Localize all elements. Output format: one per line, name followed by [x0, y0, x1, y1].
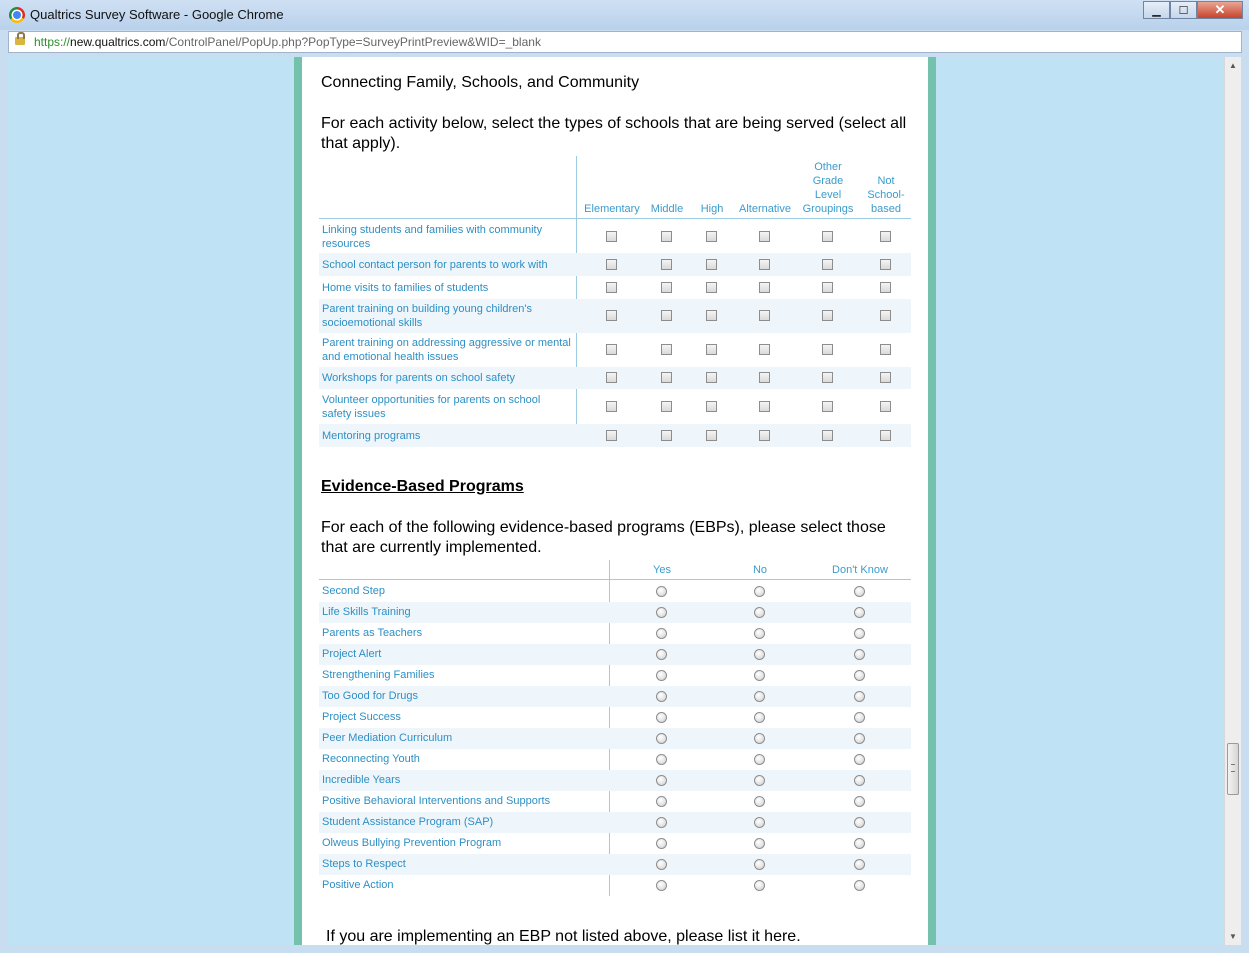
- radio-button[interactable]: [656, 880, 667, 891]
- radio-button[interactable]: [854, 817, 865, 828]
- checkbox[interactable]: [880, 372, 891, 383]
- row-label: Workshops for parents on school safety: [322, 372, 516, 384]
- matrix-row: [319, 728, 911, 749]
- radio-button[interactable]: [854, 880, 865, 891]
- checkbox[interactable]: [880, 231, 891, 242]
- checkbox[interactable]: [880, 430, 891, 441]
- radio-button[interactable]: [656, 796, 667, 807]
- radio-button[interactable]: [656, 670, 667, 681]
- checkbox[interactable]: [661, 401, 672, 412]
- radio-button[interactable]: [854, 712, 865, 723]
- checkbox[interactable]: [880, 310, 891, 321]
- matrix-row: [319, 833, 911, 854]
- radio-button[interactable]: [754, 754, 765, 765]
- row-label: Second Step: [322, 585, 385, 597]
- chrome-icon: [9, 7, 25, 23]
- radio-button[interactable]: [754, 880, 765, 891]
- checkbox[interactable]: [606, 282, 617, 293]
- radio-button[interactable]: [656, 817, 667, 828]
- column-header: High: [700, 203, 724, 215]
- matrix-row: [319, 686, 911, 707]
- checkbox[interactable]: [759, 282, 770, 293]
- checkbox[interactable]: [759, 231, 770, 242]
- maximize-button[interactable]: ☐: [1170, 1, 1197, 19]
- scroll-up-icon[interactable]: ▲: [1229, 61, 1237, 70]
- checkbox[interactable]: [822, 344, 833, 355]
- row-label: Too Good for Drugs: [322, 690, 418, 702]
- checkbox[interactable]: [822, 401, 833, 412]
- question-text-schools: For each activity below, select the types of schools that are being served (select all that apply).: [321, 115, 907, 152]
- radio-button[interactable]: [656, 775, 667, 786]
- radio-button[interactable]: [854, 838, 865, 849]
- matrix-row: [319, 644, 911, 665]
- checkbox[interactable]: [706, 310, 717, 321]
- row-label: Student Assistance Program (SAP): [322, 816, 494, 828]
- checkbox[interactable]: [706, 372, 717, 383]
- radio-button[interactable]: [854, 628, 865, 639]
- checkbox[interactable]: [606, 430, 617, 441]
- row-label: Home visits to families of students: [322, 281, 489, 294]
- radio-button[interactable]: [854, 733, 865, 744]
- radio-button[interactable]: [656, 628, 667, 639]
- checkbox[interactable]: [606, 344, 617, 355]
- column-header: Alternative: [739, 203, 791, 215]
- matrix-row: [319, 749, 911, 770]
- radio-button[interactable]: [854, 775, 865, 786]
- checkbox[interactable]: [706, 344, 717, 355]
- checkbox[interactable]: [759, 372, 770, 383]
- checkbox[interactable]: [822, 231, 833, 242]
- row-label: Linking students and families with community resources: [322, 224, 543, 250]
- radio-button[interactable]: [754, 838, 765, 849]
- checkbox[interactable]: [606, 231, 617, 242]
- close-button[interactable]: ✕: [1197, 1, 1243, 19]
- checkbox[interactable]: [606, 259, 617, 270]
- checkbox[interactable]: [661, 344, 672, 355]
- radio-button[interactable]: [754, 607, 765, 618]
- radio-button[interactable]: [656, 691, 667, 702]
- radio-button[interactable]: [854, 796, 865, 807]
- checkbox[interactable]: [759, 430, 770, 441]
- row-label: Parent training on building young children's socioemotional skills: [322, 303, 533, 329]
- row-label: School contact person for parents to work with: [322, 258, 548, 271]
- radio-button[interactable]: [854, 859, 865, 870]
- radio-button[interactable]: [656, 859, 667, 870]
- row-label: Reconnecting Youth: [322, 753, 420, 765]
- matrix-header-rule: [319, 218, 911, 219]
- column-header: Other Grade Level Groupings: [802, 161, 854, 215]
- row-label: Parent training on addressing aggressive or mental and emotional health issues: [322, 337, 571, 363]
- radio-button[interactable]: [854, 754, 865, 765]
- checkbox[interactable]: [880, 259, 891, 270]
- matrix-row: [319, 602, 911, 623]
- checkbox[interactable]: [606, 310, 617, 321]
- checkbox[interactable]: [661, 259, 672, 270]
- radio-button[interactable]: [656, 733, 667, 744]
- checkbox[interactable]: [661, 231, 672, 242]
- matrix-row: [319, 707, 911, 728]
- radio-button[interactable]: [754, 712, 765, 723]
- radio-button[interactable]: [656, 586, 667, 597]
- matrix-row: [319, 581, 911, 602]
- matrix-row: [319, 791, 911, 812]
- checkbox[interactable]: [822, 430, 833, 441]
- matrix-row: [319, 623, 911, 644]
- column-header: Don't Know: [832, 564, 888, 576]
- radio-button[interactable]: [754, 691, 765, 702]
- row-label: Project Success: [322, 711, 401, 723]
- window-title: Qualtrics Survey Software - Google Chrome: [30, 7, 284, 22]
- checkbox[interactable]: [759, 344, 770, 355]
- radio-button[interactable]: [754, 670, 765, 681]
- url-text[interactable]: [34, 35, 541, 49]
- checkbox[interactable]: [880, 401, 891, 412]
- column-header: Not School-based: [867, 175, 905, 215]
- radio-button[interactable]: [754, 817, 765, 828]
- url-path: /ControlPanel/PopUp.php?PopType=SurveyPrintPreview&WID=_blank: [165, 35, 541, 49]
- checkbox[interactable]: [822, 372, 833, 383]
- checkbox[interactable]: [606, 372, 617, 383]
- checkbox[interactable]: [661, 310, 672, 321]
- row-label: Mentoring programs: [322, 429, 421, 442]
- column-header: Yes: [653, 564, 671, 576]
- row-label: Olweus Bullying Prevention Program: [322, 837, 502, 849]
- radio-button[interactable]: [854, 649, 865, 660]
- radio-button[interactable]: [656, 607, 667, 618]
- scroll-down-icon[interactable]: ▼: [1229, 932, 1237, 941]
- radio-button[interactable]: [854, 670, 865, 681]
- row-label: Strengthening Families: [322, 669, 435, 681]
- column-header: Elementary: [584, 203, 640, 215]
- radio-button[interactable]: [854, 691, 865, 702]
- radio-button[interactable]: [656, 712, 667, 723]
- matrix-row: [319, 812, 911, 833]
- row-label: Positive Behavioral Interventions and Supports: [322, 795, 551, 807]
- checkbox[interactable]: [706, 259, 717, 270]
- checkbox[interactable]: [661, 372, 672, 383]
- section-title: Connecting Family, Schools, and Community: [321, 74, 640, 91]
- radio-button[interactable]: [656, 649, 667, 660]
- radio-button[interactable]: [754, 586, 765, 597]
- checkbox[interactable]: [880, 282, 891, 293]
- checkbox[interactable]: [822, 282, 833, 293]
- url-host: new.qualtrics.com: [70, 35, 166, 49]
- checkbox[interactable]: [706, 282, 717, 293]
- column-header: Middle: [650, 203, 684, 215]
- radio-button[interactable]: [754, 859, 765, 870]
- matrix-header-rule: [319, 579, 911, 580]
- radio-button[interactable]: [754, 649, 765, 660]
- checkbox[interactable]: [606, 401, 617, 412]
- address-bar[interactable]: [8, 31, 1242, 53]
- checkbox[interactable]: [759, 401, 770, 412]
- section-heading-ebp: Evidence-Based Programs: [321, 478, 524, 495]
- checkbox[interactable]: [759, 310, 770, 321]
- scroll-thumb[interactable]: [1227, 743, 1239, 795]
- row-label: Life Skills Training: [322, 606, 411, 618]
- checkbox[interactable]: [706, 231, 717, 242]
- checkbox[interactable]: [759, 259, 770, 270]
- radio-button[interactable]: [754, 733, 765, 744]
- row-label: Parents as Teachers: [322, 627, 423, 639]
- url-scheme: https://: [34, 35, 71, 49]
- radio-button[interactable]: [754, 796, 765, 807]
- matrix-row: [319, 854, 911, 875]
- question-text-other-ebp: If you are implementing an EBP not listed above, please list it here.: [326, 928, 801, 945]
- right-border: [928, 57, 936, 945]
- matrix-row: [319, 875, 911, 896]
- radio-button[interactable]: [854, 607, 865, 618]
- row-label: Peer Mediation Curriculum: [322, 732, 453, 744]
- checkbox[interactable]: [661, 430, 672, 441]
- title-bar: [0, 0, 1249, 30]
- column-header: No: [752, 564, 768, 576]
- row-label: Positive Action: [322, 879, 394, 891]
- radio-button[interactable]: [656, 838, 667, 849]
- checkbox[interactable]: [880, 344, 891, 355]
- radio-button[interactable]: [854, 586, 865, 597]
- row-label: Volunteer opportunities for parents on school safety issues: [322, 393, 541, 420]
- row-label: Incredible Years: [322, 774, 401, 786]
- matrix-row: [319, 665, 911, 686]
- minimize-button[interactable]: ▁: [1143, 1, 1170, 19]
- radio-button[interactable]: [656, 754, 667, 765]
- checkbox[interactable]: [822, 310, 833, 321]
- checkbox[interactable]: [706, 401, 717, 412]
- checkbox[interactable]: [661, 282, 672, 293]
- matrix-row: [319, 770, 911, 791]
- checkbox[interactable]: [822, 259, 833, 270]
- radio-button[interactable]: [754, 775, 765, 786]
- lock-icon: [15, 37, 25, 45]
- checkbox[interactable]: [706, 430, 717, 441]
- vertical-scrollbar[interactable]: [1224, 57, 1241, 945]
- row-label: Project Alert: [322, 648, 382, 660]
- row-label: Steps to Respect: [322, 858, 406, 870]
- question-text-ebp: For each of the following evidence-based programs (EBPs), please select those that are currently implemented.: [321, 519, 886, 556]
- radio-button[interactable]: [754, 628, 765, 639]
- left-border: [294, 57, 302, 945]
